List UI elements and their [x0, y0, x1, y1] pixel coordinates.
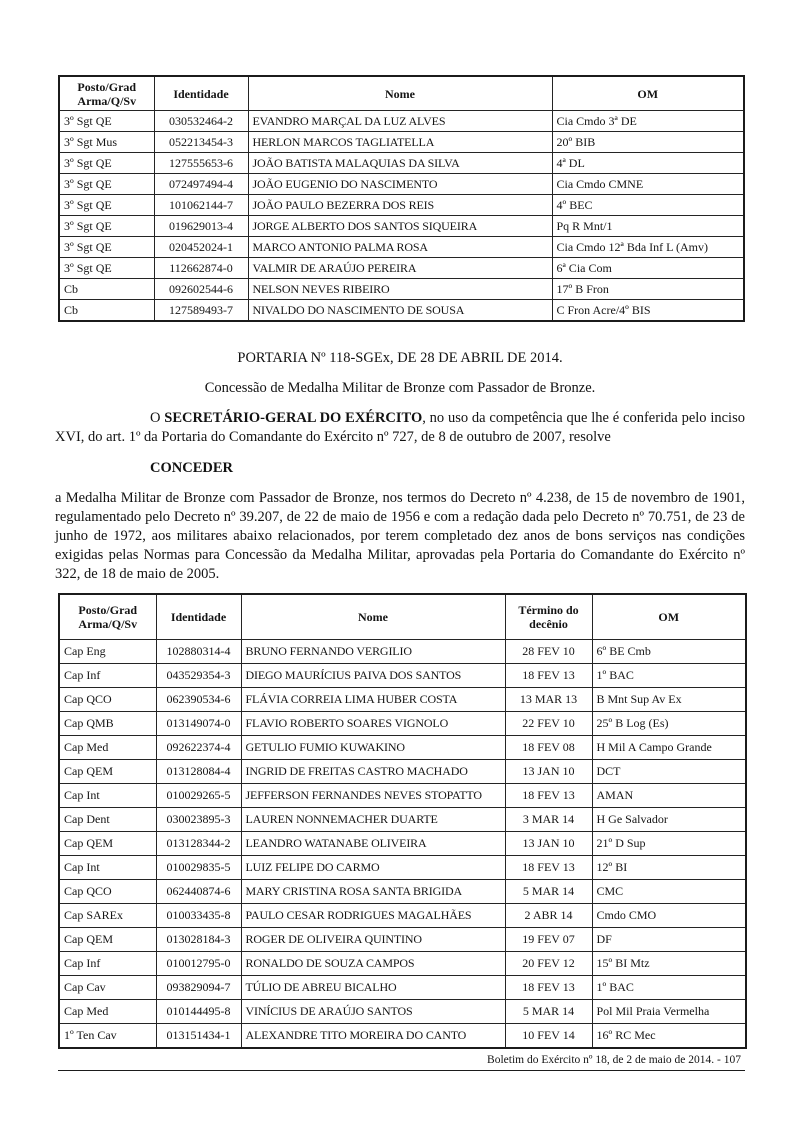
om-cell: 12º BI: [592, 856, 746, 880]
table-row: [59, 688, 746, 712]
table-row: [59, 832, 746, 856]
posto-grad-column-header: [59, 594, 156, 640]
posto-cell: 3º Sgt QE: [59, 195, 154, 216]
nome-cell: LUIZ FELIPE DO CARMO: [241, 856, 505, 880]
page-footer: [58, 1052, 745, 1071]
om-cell: DF: [592, 928, 746, 952]
posto-cell: 3º Sgt QE: [59, 258, 154, 279]
identidade-cell: 030532464-2: [154, 111, 248, 132]
nome-cell: FLAVIO ROBERTO SOARES VIGNOLO: [241, 712, 505, 736]
posto-cell: 1º Ten Cav: [59, 1024, 156, 1049]
nome-cell: JOÃO EUGENIO DO NASCIMENTO: [248, 174, 552, 195]
secretario-geral-bold-text: SECRETÁRIO-GERAL DO EXÉRCITO: [164, 410, 423, 426]
posto-cell: Cap Med: [59, 736, 156, 760]
table-row: [59, 132, 744, 153]
nome-cell: GETULIO FUMIO KUWAKINO: [241, 736, 505, 760]
nome-cell: MARCO ANTONIO PALMA ROSA: [248, 237, 552, 258]
om-cell: 16º RC Mec: [592, 1024, 746, 1049]
nome-cell: TÚLIO DE ABREU BICALHO: [241, 976, 505, 1000]
identidade-cell: 092622374-4: [156, 736, 241, 760]
nome-cell: NELSON NEVES RIBEIRO: [248, 279, 552, 300]
identidade-cell: 052213454-3: [154, 132, 248, 153]
om-column-header: OM: [592, 594, 746, 640]
om-cell: Pq R Mnt/1: [552, 216, 744, 237]
termino-cell: 13 JAN 10: [505, 832, 592, 856]
posto-cell: Cap Inf: [59, 952, 156, 976]
table-row: [59, 736, 746, 760]
table-row: [59, 195, 744, 216]
identidade-cell: 030023895-3: [156, 808, 241, 832]
nome-cell: ROGER DE OLIVEIRA QUINTINO: [241, 928, 505, 952]
table-row: [59, 111, 744, 132]
posto-cell: Cap QEM: [59, 832, 156, 856]
portaria-title: PORTARIA Nº 118-SGEx, DE 28 DE ABRIL DE 2014.: [237, 350, 563, 366]
table-row: [59, 174, 744, 195]
nome-cell: DIEGO MAURÍCIUS PAIVA DOS SANTOS: [241, 664, 505, 688]
table-row: [59, 216, 744, 237]
om-cell: 6ª Cia Com: [552, 258, 744, 279]
nome-cell: BRUNO FERNANDO VERGILIO: [241, 640, 505, 664]
nome-cell: FLÁVIA CORREIA LIMA HUBER COSTA: [241, 688, 505, 712]
portaria-paragraph-1: [55, 409, 745, 447]
identidade-cell: 010029835-5: [156, 856, 241, 880]
termino-cell: 18 FEV 13: [505, 664, 592, 688]
nome-cell: INGRID DE FREITAS CASTRO MACHADO: [241, 760, 505, 784]
termino-cell: 13 JAN 10: [505, 760, 592, 784]
posto-cell: Cap SAREx: [59, 904, 156, 928]
nome-cell: EVANDRO MARÇAL DA LUZ ALVES: [248, 111, 552, 132]
nome-cell: VALMIR DE ARAÚJO PEREIRA: [248, 258, 552, 279]
identidade-cell: 127589493-7: [154, 300, 248, 322]
medal-roster-table-1: [58, 75, 745, 322]
identidade-cell: 127555653-6: [154, 153, 248, 174]
identidade-cell: 010029265-5: [156, 784, 241, 808]
nome-cell: HERLON MARCOS TAGLIATELLA: [248, 132, 552, 153]
posto-cell: Cap Inf: [59, 664, 156, 688]
portaria-section: [55, 350, 745, 584]
table-row: [59, 880, 746, 904]
posto-cell: Cb: [59, 300, 154, 322]
identidade-cell: 010012795-0: [156, 952, 241, 976]
om-cell: 21º D Sup: [592, 832, 746, 856]
om-cell: C Fron Acre/4º BIS: [552, 300, 744, 322]
identidade-column-header: Identidade: [154, 76, 248, 111]
identidade-cell: 013149074-0: [156, 712, 241, 736]
nome-cell: JOÃO BATISTA MALAQUIAS DA SILVA: [248, 153, 552, 174]
nome-column-header: Nome: [241, 594, 505, 640]
nome-cell: ALEXANDRE TITO MOREIRA DO CANTO: [241, 1024, 505, 1049]
om-cell: Pol Mil Praia Vermelha: [592, 1000, 746, 1024]
posto-cell: 3º Sgt QE: [59, 153, 154, 174]
table-row: [59, 976, 746, 1000]
identidade-cell: 062390534-6: [156, 688, 241, 712]
posto-grad-header-line1: Posto/Grad: [78, 603, 138, 617]
posto-cell: Cap QCO: [59, 688, 156, 712]
identidade-cell: 013128344-2: [156, 832, 241, 856]
om-cell: DCT: [592, 760, 746, 784]
termino-cell: 10 FEV 14: [505, 1024, 592, 1049]
posto-cell: 3º Sgt QE: [59, 111, 154, 132]
table-row: [59, 640, 746, 664]
termino-cell: 22 FEV 10: [505, 712, 592, 736]
termino-cell: 18 FEV 08: [505, 736, 592, 760]
nome-column-header: Nome: [248, 76, 552, 111]
identidade-cell: 013028184-3: [156, 928, 241, 952]
om-cell: 1º BAC: [592, 976, 746, 1000]
termino-cell: 18 FEV 13: [505, 856, 592, 880]
table-row: [59, 664, 746, 688]
table-row: [59, 784, 746, 808]
om-cell: Cia Cmdo 3ª DE: [552, 111, 744, 132]
identidade-cell: 019629013-4: [154, 216, 248, 237]
nome-cell: JOÃO PAULO BEZERRA DOS REIS: [248, 195, 552, 216]
posto-cell: Cb: [59, 279, 154, 300]
termino-header-line1: Término do: [518, 603, 579, 617]
posto-cell: Cap Int: [59, 856, 156, 880]
om-cell: 4º BEC: [552, 195, 744, 216]
nome-cell: JORGE ALBERTO DOS SANTOS SIQUEIRA: [248, 216, 552, 237]
termino-cell: 20 FEV 12: [505, 952, 592, 976]
om-cell: Cia Cmdo 12ª Bda Inf L (Amv): [552, 237, 744, 258]
om-cell: 20º BIB: [552, 132, 744, 153]
om-cell: CMC: [592, 880, 746, 904]
posto-cell: Cap Dent: [59, 808, 156, 832]
conceder-heading: CONCEDER: [150, 460, 233, 476]
nome-cell: RONALDO DE SOUZA CAMPOS: [241, 952, 505, 976]
nome-cell: JEFFERSON FERNANDES NEVES STOPATTO: [241, 784, 505, 808]
termino-cell: 13 MAR 13: [505, 688, 592, 712]
om-cell: 15º BI Mtz: [592, 952, 746, 976]
table-row: [59, 856, 746, 880]
identidade-cell: 092602544-6: [154, 279, 248, 300]
om-cell: 6º BE Cmb: [592, 640, 746, 664]
posto-grad-header-line1: Posto/Grad: [77, 79, 137, 94]
portaria-paragraph-2: a Medalha Militar de Bronze com Passador de Bronze, nos termos do Decreto nº 4.238, de 15 de novembro de 1901, regulamentado pelo Decreto nº 39.207, de 22 de maio de 1956 e com a redação dada pelo Decreto nº 70.751, de 23 de junho de 1972, aos militares abaixo relacionados, por terem completado dez anos de bons serviços nas condições exigidas pelas Normas para Concessão da Medalha Militar, aprovadas pela Portaria do Comandante do Exército nº 322, de 18 de maio de 2005.: [55, 490, 745, 582]
nome-cell: NIVALDO DO NASCIMENTO DE SOUSA: [248, 300, 552, 322]
posto-cell: Cap QEM: [59, 760, 156, 784]
nome-cell: MARY CRISTINA ROSA SANTA BRIGIDA: [241, 880, 505, 904]
termino-cell: 2 ABR 14: [505, 904, 592, 928]
posto-cell: Cap Med: [59, 1000, 156, 1024]
portaria-subtitle: Concessão de Medalha Militar de Bronze com Passador de Bronze.: [204, 380, 596, 396]
om-cell: 17º B Fron: [552, 279, 744, 300]
om-cell: AMAN: [592, 784, 746, 808]
termino-cell: 5 MAR 14: [505, 1000, 592, 1024]
nome-cell: VINÍCIUS DE ARAÚJO SANTOS: [241, 1000, 505, 1024]
identidade-cell: 072497494-4: [154, 174, 248, 195]
posto-cell: Cap Cav: [59, 976, 156, 1000]
para1-lead-text: O: [150, 410, 165, 426]
identidade-cell: 010144495-8: [156, 1000, 241, 1024]
identidade-cell: 093829094-7: [156, 976, 241, 1000]
posto-cell: Cap QMB: [59, 712, 156, 736]
identidade-cell: 101062144-7: [154, 195, 248, 216]
termino-cell: 5 MAR 14: [505, 880, 592, 904]
nome-cell: LAUREN NONNEMACHER DUARTE: [241, 808, 505, 832]
om-cell: Cmdo CMO: [592, 904, 746, 928]
posto-cell: Cap Eng: [59, 640, 156, 664]
posto-cell: 3º Sgt QE: [59, 216, 154, 237]
om-cell: 25º B Log (Es): [592, 712, 746, 736]
footer-bulletin-text: Boletim do Exército nº 18, de 2 de maio de 2014. - 107: [487, 1054, 741, 1066]
identidade-cell: 102880314-4: [156, 640, 241, 664]
posto-grad-header-line2: Arma/Q/Sv: [77, 93, 137, 108]
identidade-column-header: Identidade: [156, 594, 241, 640]
identidade-cell: 112662874-0: [154, 258, 248, 279]
identidade-cell: 013128084-4: [156, 760, 241, 784]
om-cell: Cia Cmdo CMNE: [552, 174, 744, 195]
para1-rest-text: , no uso da competência que lhe é conferida pelo inciso XVI, do art. 1º da Portaria do Comandante do Exército nº 727, de 8 de outubro de 2007, resolve: [55, 410, 745, 445]
termino-header-line2: decênio: [529, 617, 568, 631]
table-row: [59, 153, 744, 174]
identidade-cell: 020452024-1: [154, 237, 248, 258]
nome-cell: LEANDRO WATANABE OLIVEIRA: [241, 832, 505, 856]
table-row: [59, 1024, 746, 1049]
posto-cell: Cap QEM: [59, 928, 156, 952]
termino-cell: 3 MAR 14: [505, 808, 592, 832]
medal-roster-table-2: [58, 593, 747, 1049]
om-cell: 1º BAC: [592, 664, 746, 688]
om-cell: B Mnt Sup Av Ex: [592, 688, 746, 712]
posto-cell: Cap Int: [59, 784, 156, 808]
posto-cell: 3º Sgt QE: [59, 237, 154, 258]
om-cell: 4ª DL: [552, 153, 744, 174]
identidade-cell: 043529354-3: [156, 664, 241, 688]
posto-grad-header-line2: Arma/Q/Sv: [78, 617, 138, 631]
table-row: [59, 279, 744, 300]
table-row: [59, 952, 746, 976]
posto-grad-column-header: [59, 76, 154, 111]
om-cell: H Mil A Campo Grande: [592, 736, 746, 760]
termino-cell: 18 FEV 13: [505, 784, 592, 808]
om-column-header: OM: [552, 76, 744, 111]
termino-cell: 28 FEV 10: [505, 640, 592, 664]
table1-header-row: [59, 76, 744, 111]
identidade-cell: 013151434-1: [156, 1024, 241, 1049]
posto-cell: 3º Sgt Mus: [59, 132, 154, 153]
termino-column-header: [505, 594, 592, 640]
identidade-cell: 062440874-6: [156, 880, 241, 904]
om-cell: H Ge Salvador: [592, 808, 746, 832]
table-row: [59, 300, 744, 322]
identidade-cell: 010033435-8: [156, 904, 241, 928]
termino-cell: 19 FEV 07: [505, 928, 592, 952]
table-row: [59, 712, 746, 736]
termino-cell: 18 FEV 13: [505, 976, 592, 1000]
table-row: [59, 1000, 746, 1024]
posto-cell: Cap QCO: [59, 880, 156, 904]
table-row: [59, 808, 746, 832]
table-row: [59, 928, 746, 952]
posto-cell: 3º Sgt QE: [59, 174, 154, 195]
table-row: [59, 760, 746, 784]
table-row: [59, 258, 744, 279]
table2-header-row: [59, 594, 746, 640]
table-row: [59, 904, 746, 928]
nome-cell: PAULO CESAR RODRIGUES MAGALHÃES: [241, 904, 505, 928]
table-row: [59, 237, 744, 258]
